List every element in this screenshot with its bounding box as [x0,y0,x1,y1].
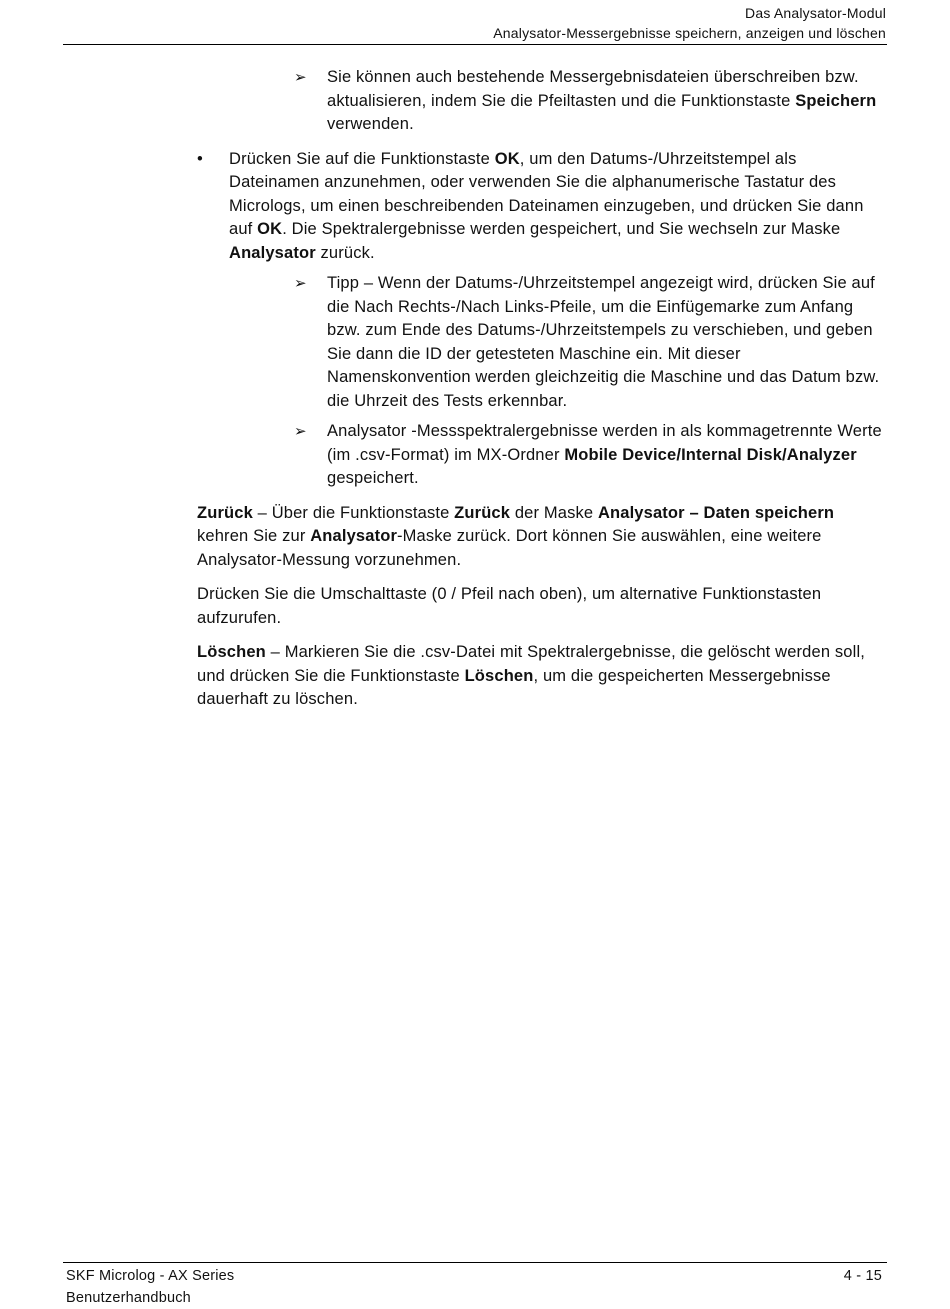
arrow-item-text: Tipp – Wenn der Datums-/Uhrzeitstempel angezeigt wird, drücken Sie auf die Nach Rechts-/Nach Links-Pfeile, um die Einfügemarke zum Anfang bzw. zum Ende des Datums-/Uhrzeitstempels zu verschieben, und geben Sie dann die ID der getesteten Maschine ein. Mit dieser Namenskonvention werden gleichzeitig die Maschine und das Datum bzw. die Uhrzeit des Tests erkennbar. [327,274,880,410]
header-section: Analysator-Messergebnisse speichern, anzeigen und löschen [493,25,886,41]
header-chapter: Das Analysator-Modul [745,5,886,21]
footer-left [66,1265,234,1309]
keyword-zurueck: Zurück [454,503,511,522]
bullet-dot-icon: • [197,149,203,168]
footer-rule [63,1262,887,1263]
arrow-item-overwrite [197,66,887,137]
keyword-loeschen: Löschen [197,643,266,661]
keyword-analysator: Analysator [229,243,316,262]
keyword-folder-path: Mobile Device/Internal Disk/Analyzer [564,445,857,464]
keyword-zurueck: Zurück [197,503,253,522]
arrow-bullet-icon: ➢ [294,69,307,86]
paragraph-shift: Drücken Sie die Umschalttaste (0 / Pfeil nach oben), um alternative Funktionstasten aufzurufen. [197,585,822,627]
header-rule [63,44,887,45]
keyword-screen-name: Analysator – Daten speichern [597,503,835,522]
arrow-item-tip [197,272,887,413]
arrow-item-csv [197,420,887,491]
body-content [197,66,887,712]
arrow-item-text: Sie können auch bestehende Messergebnisdateien überschreiben bzw. aktualisieren, indem Sie die Pfeiltasten und die Funktionstaste Speichern verwenden. [327,68,877,133]
page-number: 4 - 15 [843,1268,882,1284]
bullet-item-text: Drücken Sie auf die Funktionstaste OK, um den Datums-/Uhrzeitstempel als Dateinamen anzunehmen, oder verwenden Sie die alphanumerische Tastatur des Micrologs, um einen beschreibenden Dateinamen einzugeben, und drücken Sie dann auf OK. Die Spektralergebnisse werden gespeichert, und Sie wechseln zur Maske Analysator zurück. [229,149,864,262]
arrow-bullet-icon: ➢ [294,275,307,292]
arrow-bullet-icon: ➢ [294,423,307,440]
keyword-ok: OK [494,149,520,168]
paragraph-zurueck: Zurück – Über die Funktionstaste Zurück der Maske Analysator – Daten speichern kehren Sie zur Analysator-Maske zurück. Dort können Sie auswählen, eine weitere Analysator-Messung vorzunehmen. [197,503,835,569]
page-header [493,3,886,43]
keyword-loeschen: Löschen [464,666,534,685]
footer-product: SKF Microlog - AX Series [66,1268,235,1284]
keyword-ok: OK [257,220,283,238]
arrow-item-text: Analysator -Messspektralergebnisse werden in als kommagetrennte Werte (im .csv-Format) im MX-Ordner Mobile Device/Internal Disk/Analyzer gespeichert. [327,422,882,487]
bullet-item-ok [197,148,887,266]
paragraph-loeschen: Löschen – Markieren Sie die .csv-Datei mit Spektralergebnisse, die gelöscht werden soll, und drücken Sie die Funktionstaste Löschen, um die gespeicherten Messergebnisse dauerhaft zu löschen. [197,643,865,708]
footer-manual: Benutzerhandbuch [66,1290,191,1306]
keyword-analysator: Analysator [310,527,398,545]
keyword-speichern: Speichern [795,91,877,110]
